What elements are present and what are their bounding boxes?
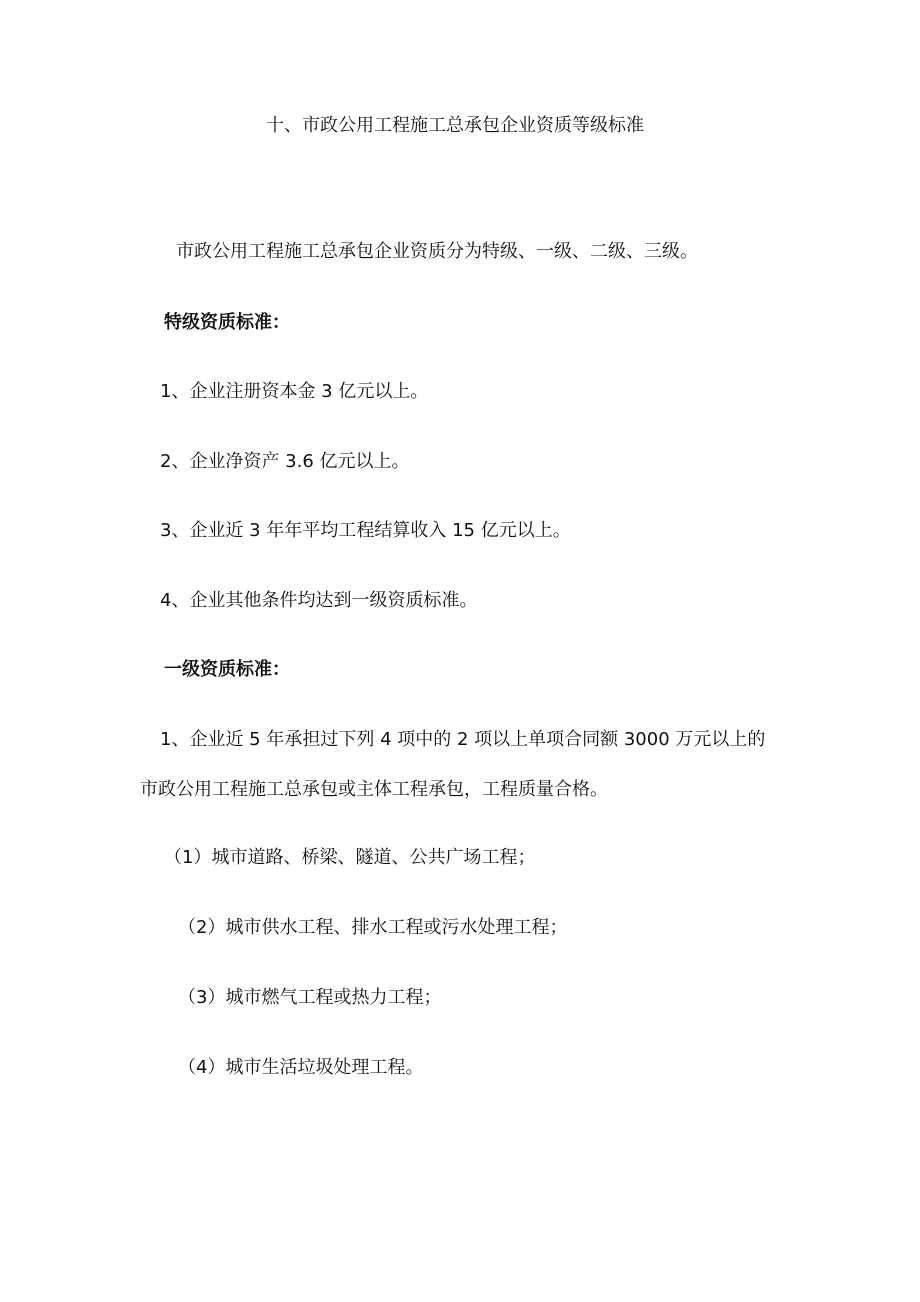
first-grade-sub-item: （3）城市燃气工程或热力工程； (178, 987, 442, 1008)
first-grade-sub-item: （4）城市生活垃圾处理工程。 (178, 1057, 424, 1078)
first-grade-item-line: 市政公用工程施工总承包或主体工程承包，工程质量合格。 (140, 779, 608, 800)
first-grade-sub-item: （1）城市道路、桥梁、隧道、公共广场工程； (164, 847, 536, 868)
intro-paragraph: 市政公用工程施工总承包企业资质分为特级、一级、二级、三级。 (176, 241, 698, 262)
first-grade-heading: 一级资质标准： (164, 659, 290, 680)
special-grade-item: 1、企业注册资本金 3 亿元以上。 (160, 381, 429, 402)
special-grade-item: 4、企业其他条件均达到一级资质标准。 (160, 590, 478, 611)
document-title: 十、市政公用工程施工总承包企业资质等级标准 (266, 115, 644, 136)
special-grade-item: 3、企业近 3 年年平均工程结算收入 15 亿元以上。 (160, 520, 571, 541)
first-grade-sub-item: （2）城市供水工程、排水工程或污水处理工程； (178, 917, 568, 938)
first-grade-item-line: 1、企业近 5 年承担过下列 4 项中的 2 项以上单项合同额 3000 万元以上的 (160, 729, 766, 750)
special-grade-item: 2、企业净资产 3.6 亿元以上。 (160, 451, 410, 472)
special-grade-heading: 特级资质标准： (164, 312, 290, 333)
